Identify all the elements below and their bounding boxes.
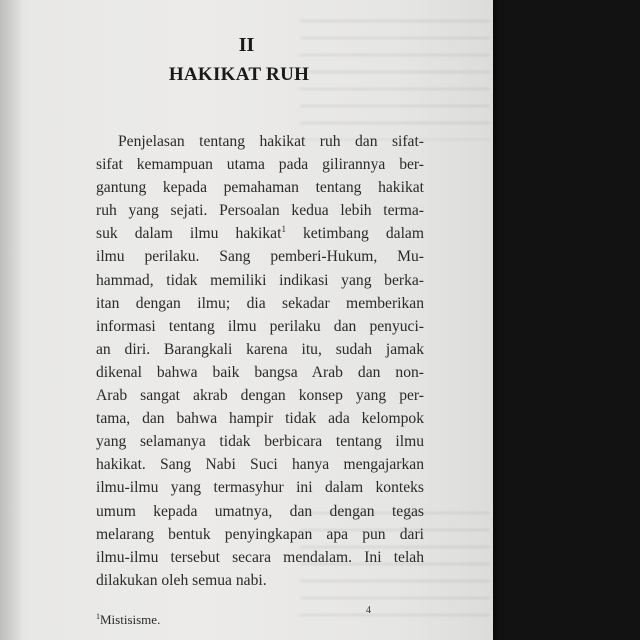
text-line: an diri. Barangkali karena itu, sudah jamak bbox=[96, 340, 424, 358]
text-line: hakikat. Sang Nabi Suci hanya mengajarkan bbox=[96, 456, 424, 474]
footnote bbox=[96, 612, 160, 628]
text-line-with-footnote bbox=[96, 222, 424, 245]
chapter-title: HAKIKAT RUH bbox=[168, 64, 310, 85]
page-gutter-edge bbox=[0, 0, 22, 640]
text-line: Arab sangat akrab dengan konsep yang per- bbox=[96, 387, 424, 405]
text-line: ilmu-ilmu yang termasyhur ini dalam konteks bbox=[96, 479, 424, 497]
text-line: umum kepada umatnya, dan dengan tegas bbox=[96, 502, 424, 520]
text-line: yang selamanya tidak berbicara tentang ilmu bbox=[96, 433, 424, 451]
text-line: dikenal bahwa baik bangsa Arab dan non- bbox=[96, 363, 424, 381]
text-line: sifat kemampuan utama pada gilirannya ber- bbox=[96, 156, 424, 174]
body-paragraph bbox=[96, 130, 424, 592]
footnote-marker: 1 bbox=[96, 612, 100, 621]
text-fragment: ketimbang dalam bbox=[303, 225, 424, 243]
text-line: itan dengan ilmu; dia sekadar memberikan bbox=[96, 294, 424, 312]
text-line: tama, dan bahwa hampir tidak ada kelompok bbox=[96, 410, 424, 428]
page-number: 4 bbox=[366, 605, 371, 616]
text-fragment: suk dalam ilmu hakikat bbox=[96, 225, 282, 243]
text-line: informasi tentang ilmu perilaku dan penyuci- bbox=[96, 317, 424, 335]
text-line: ilmu-ilmu tersebut secara mendalam. Ini telah bbox=[96, 548, 424, 566]
text-line: ilmu perilaku. Sang pemberi-Hukum, Mu- bbox=[96, 248, 424, 266]
text-line: Penjelasan tentang hakikat ruh dan sifat- bbox=[118, 133, 424, 150]
chapter-number: II bbox=[238, 34, 255, 56]
text-line: hammad, tidak memiliki indikasi yang berka- bbox=[96, 271, 424, 289]
footnote-text: Mistisisme. bbox=[100, 612, 161, 627]
footnote-reference: 1 bbox=[281, 224, 286, 235]
text-line: dilakukan oleh semua nabi. bbox=[96, 571, 267, 589]
text-line: gantung kepada pemahaman tentang hakikat bbox=[96, 179, 424, 197]
text-line: melarang bentuk penyingkapan apa pun dari bbox=[96, 525, 424, 543]
text-line: ruh yang sejati. Persoalan kedua lebih terma- bbox=[96, 202, 424, 220]
